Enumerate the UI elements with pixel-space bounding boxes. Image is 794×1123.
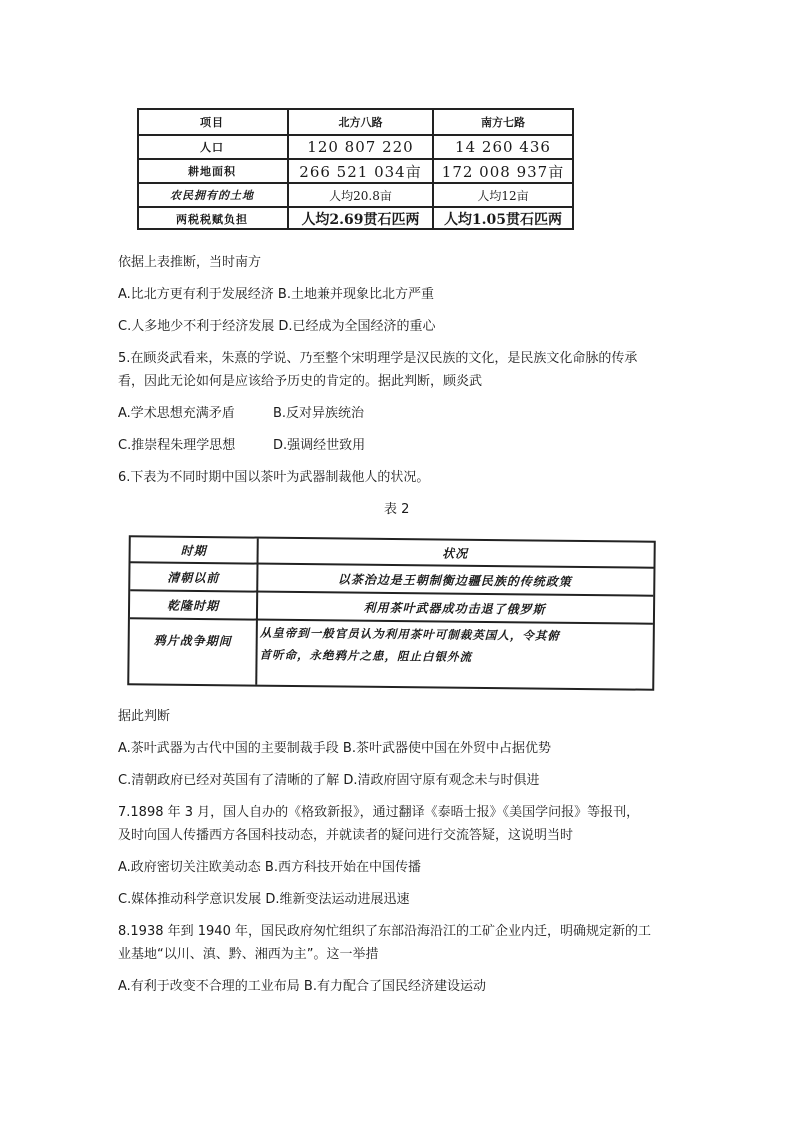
status-cell: 以茶治边是王朝制衡边疆民族的传统政策 <box>337 571 572 589</box>
south-value: 14 260 436 <box>432 136 572 158</box>
question-4-options-cd: C.人多地少不利于经济发展 D.已经成为全国经济的重心 <box>118 319 436 334</box>
question-5-option-c: C.推崇程朱理学思想 <box>118 438 236 453</box>
tea-sanction-table <box>127 535 656 691</box>
table-header-cell: 状况 <box>442 546 469 561</box>
row-label: 人口 <box>200 141 224 154</box>
question-6-judge: 据此判断 <box>118 709 171 724</box>
period-cell: 鸦片战争期间 <box>153 633 232 648</box>
table-header-cell: 南方七路 <box>432 110 572 134</box>
period-cell: 清朝以前 <box>167 570 220 585</box>
north-value: 人均2.69贯石匹两 <box>287 208 432 230</box>
question-7-options-ab: A.政府密切关注欧美动态 B.西方科技开始在中国传播 <box>118 860 421 875</box>
status-cell-line2: 首听命，永绝鸦片之患，阻止白银外流 <box>259 647 473 664</box>
table-header-cell: 时期 <box>180 543 207 558</box>
table-row <box>139 184 572 206</box>
table-row <box>139 160 572 182</box>
question-6-options-cd: C.清朝政府已经对英国有了清晰的了解 D.清政府固守原有观念未与时俱进 <box>118 773 540 788</box>
table-header-cell: 项目 <box>200 116 224 129</box>
north-value: 人均20.8亩 <box>287 184 432 206</box>
table-header-cell: 北方八路 <box>287 110 432 134</box>
question-4-options-ab: A.比北方更有利于发展经济 B.土地兼并现象比北方严重 <box>118 287 434 302</box>
row-label: 农民拥有的土地 <box>170 189 254 202</box>
south-value: 人均12亩 <box>432 184 572 206</box>
north-value: 120 807 220 <box>287 136 432 158</box>
question-7-stem-line1: 7.1898 年 3 月，国人自办的《格致新报》，通过翻译《泰晤士报》《美国学问报》等报刊， <box>118 805 640 820</box>
table-2-title: 表 2 <box>384 502 410 517</box>
question-5-option-b: B.反对异族统治 <box>273 406 365 421</box>
north-value: 266 521 034亩 <box>287 160 432 182</box>
question-4-stem: 依据上表推断，当时南方 <box>118 255 262 270</box>
period-cell: 乾隆时期 <box>166 598 220 613</box>
table-row <box>139 208 572 230</box>
question-6-stem: 6.下表为不同时期中国以茶叶为武器制裁他人的状况。 <box>118 470 430 485</box>
question-5-stem-line1: 5.在顾炎武看来，朱熹的学说、乃至整个宋明理学是汉民族的文化，是民族文化命脉的传承 <box>118 351 638 366</box>
table-row <box>139 136 572 158</box>
question-6-options-ab: A.茶叶武器为古代中国的主要制裁手段 B.茶叶武器使中国在外贸中占据优势 <box>118 741 551 756</box>
question-8-options-ab: A.有利于改变不合理的工业布局 B.有力配合了国民经济建设运动 <box>118 979 486 994</box>
status-cell: 利用茶叶武器成功击退了俄罗斯 <box>363 600 546 617</box>
row-label: 两税税赋负担 <box>176 213 248 226</box>
question-8-stem-line1: 8.1938 年到 1940 年，国民政府匆忙组织了东部沿海沿江的工矿企业内迁，明确规定新的工 <box>118 924 651 939</box>
question-5-stem-line2: 看，因此无论如何是应该给予历史的肯定的。据此判断，顾炎武 <box>118 374 483 389</box>
population-land-table <box>137 108 574 230</box>
question-7-options-cd: C.媒体推动科学意识发展 D.维新变法运动进展迅速 <box>118 892 410 907</box>
question-5-option-d: D.强调经世致用 <box>273 438 366 453</box>
question-7-stem-line2: 及时向国人传播西方各国科技动态，并就读者的疑问进行交流答疑，这说明当时 <box>118 828 574 843</box>
table-row <box>129 619 653 688</box>
table-header-row <box>139 110 572 134</box>
question-5-option-a: A.学术思想充满矛盾 <box>118 406 235 421</box>
question-8-stem-line2: 业基地“以川、滇、黔、湘西为主”。这一举措 <box>118 947 379 962</box>
south-value: 172 008 937亩 <box>432 160 572 182</box>
south-value: 人均1.05贯石匹两 <box>432 208 572 230</box>
status-cell-line1: 从皇帝到一般官员认为利用茶叶可制裁英国人，令其俯 <box>259 625 560 643</box>
row-label: 耕地面积 <box>188 165 236 178</box>
